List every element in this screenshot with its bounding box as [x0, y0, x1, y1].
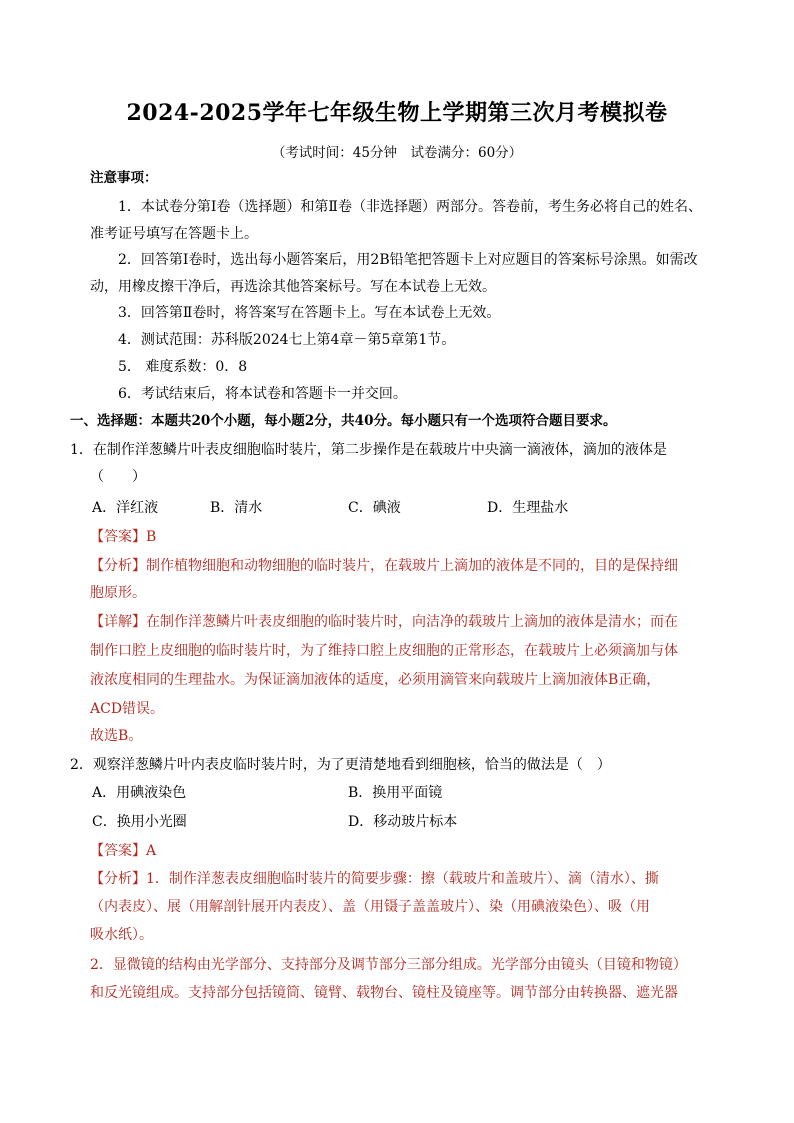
notice-item-6: 6．考试结束后，将本试卷和答题卡一并交回。	[118, 386, 407, 402]
q1-detail-c: 液浓度相同的生理盐水。为保证滴加液体的适度，必须用滴管来向载玻片上滴加液体B正确，	[90, 672, 661, 688]
analysis-tag: 【分析】	[90, 871, 146, 887]
q2-analysis-d: 2．显微镜的结构由光学部分、支持部分及调节部分三部分组成。光学部分由镜头（目镜和物镜）	[90, 957, 687, 973]
notice-item-4: 4．测试范围：苏科版2024七上第4章－第5章第1节。	[118, 332, 456, 348]
q1-analysis-a	[90, 556, 678, 576]
q1-detail-d: ACD错误。	[90, 701, 165, 717]
q1-option-b: B．清水	[210, 500, 263, 516]
analysis-text: 1．制作洋葱表皮细胞临时装片的简要步骤：擦（载玻片和盖玻片）、滴（清水）、撕	[146, 871, 659, 887]
page-title: 2024-2025学年七年级生物上学期第三次月考模拟卷	[126, 100, 668, 126]
analysis-text: 制作植物细胞和动物细胞的临时装片，在载玻片上滴加的液体是不同的，目的是保持细	[146, 558, 678, 574]
answer-value: B	[146, 529, 157, 545]
q1-option-d: D．生理盐水	[487, 500, 569, 516]
q2-option-b: B．换用平面镜	[348, 785, 443, 801]
q1-analysis-b: 胞原形。	[90, 585, 146, 601]
q2-analysis-b: （内表皮）、展（用解剖针展开内表皮）、盖（用镊子盖盖玻片）、染（用碘液染色）、吸（用	[90, 899, 650, 915]
detail-text: 在制作洋葱鳞片叶表皮细胞的临时装片时，向洁净的载玻片上滴加的液体是清水；而在	[146, 614, 678, 630]
q2-option-c: C．换用小光圈	[92, 814, 187, 830]
section-heading: 一、选择题：本题共20个小题，每小题2分，共40分。每小题只有一个选项符合题目要求。	[70, 413, 617, 429]
q2-option-a: A．用碘液染色	[92, 785, 187, 801]
notice-item-5: 5． 难度系数：0．8	[118, 359, 248, 375]
exam-info: （考试时间：45分钟 试卷满分：60分）	[271, 145, 523, 161]
notice-item-2a: 2．回答第Ⅰ卷时，选出每小题答案后，用2B铅笔把答题卡上对应题目的答案标号涂黑。如需改	[118, 252, 698, 268]
question-1-stem-bracket: （ ）	[90, 469, 146, 485]
answer-value: A	[146, 843, 157, 859]
notice-heading: 注意事项：	[90, 170, 158, 186]
q1-conclusion: 故选B。	[90, 728, 143, 744]
detail-tag: 【详解】	[90, 614, 146, 630]
q1-detail-b: 制作口腔上皮细胞的临时装片时，为了维持口腔上皮细胞的正常形态，在载玻片上必须滴加与体	[90, 643, 678, 659]
q2-answer	[90, 841, 156, 861]
notice-item-1a: 1．本试卷分第Ⅰ卷（选择题）和第Ⅱ卷（非选择题）两部分。答卷前，考生务必将自己的姓名、	[118, 199, 702, 215]
q1-detail-a	[90, 612, 678, 632]
answer-tag: 【答案】	[90, 843, 146, 859]
analysis-tag: 【分析】	[90, 558, 146, 574]
q2-analysis-e: 和反光镜组成。支持部分包括镜筒、镜臂、载物台、镜柱及镜座等。调节部分由转换器、遮光器	[90, 985, 678, 1001]
q2-analysis-a	[90, 869, 659, 889]
q1-option-c: C．碘液	[348, 500, 401, 516]
question-2-stem: 2．观察洋葱鳞片叶内表皮临时装片时，为了更清楚地看到细胞核，恰当的做法是（ ）	[70, 757, 611, 773]
q2-analysis-c: 吸水纸）。	[90, 927, 153, 943]
notice-item-2b: 动，用橡皮擦干净后，再选涂其他答案标号。写在本试卷上无效。	[90, 279, 496, 295]
question-1-stem: 1．在制作洋葱鳞片叶表皮细胞临时装片，第二步操作是在载玻片中央滴一滴液体，滴加的液体是	[70, 442, 667, 458]
q1-answer	[90, 527, 156, 547]
notice-item-3: 3．回答第Ⅱ卷时，将答案写在答题卡上。写在本试卷上无效。	[118, 305, 501, 321]
q2-option-d: D．移动玻片标本	[348, 814, 458, 830]
notice-item-1b: 准考证号填写在答题卡上。	[90, 226, 258, 242]
answer-tag: 【答案】	[90, 529, 146, 545]
q1-option-a: A．洋红液	[92, 500, 159, 516]
